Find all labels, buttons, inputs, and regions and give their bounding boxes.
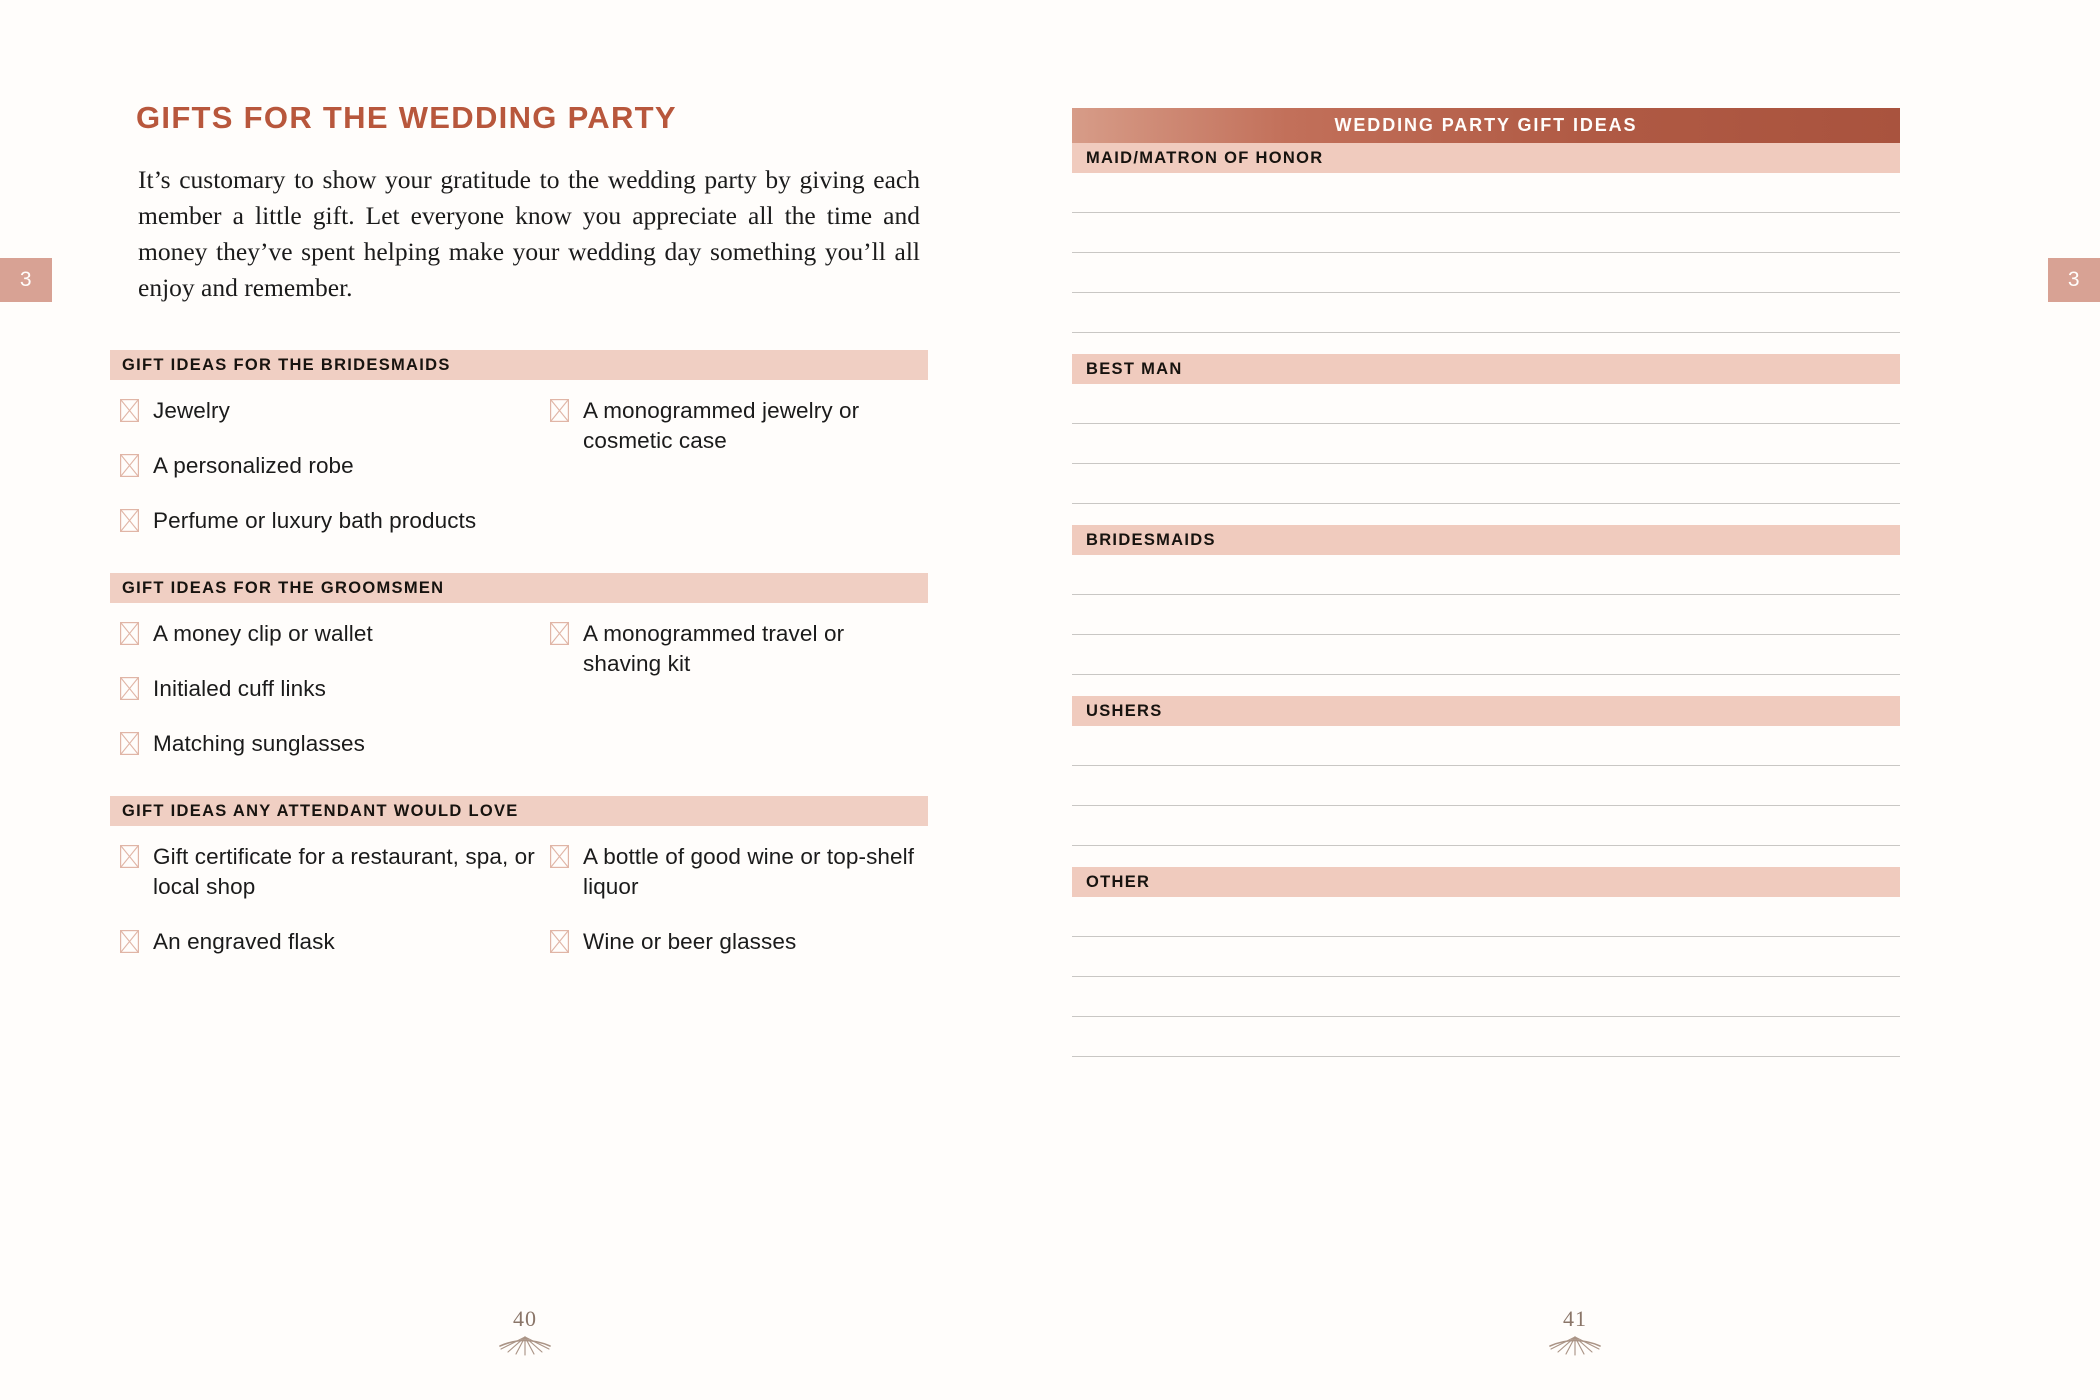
unchecked-box-icon[interactable] bbox=[120, 622, 139, 645]
worksheet-row-heading-bar bbox=[1072, 143, 1900, 173]
worksheet-row-group bbox=[1072, 354, 1900, 525]
worksheet-row-heading-bar bbox=[1072, 867, 1900, 897]
checklist-item-label: Perfume or luxury bath products bbox=[153, 508, 477, 533]
gift-idea-sections bbox=[108, 350, 938, 992]
worksheet-row-group bbox=[1072, 696, 1900, 867]
write-in-lines bbox=[1072, 173, 1900, 333]
write-in-line-space[interactable] bbox=[1072, 937, 1900, 976]
section-heading-bar bbox=[110, 796, 928, 826]
checklist-item-label: A monogrammed jewelry or cosmetic case bbox=[583, 398, 860, 453]
checklist-item-label: A money clip or wallet bbox=[153, 621, 373, 646]
write-in-line-space[interactable] bbox=[1072, 806, 1900, 845]
checklist-item-label: Gift certificate for a restaurant, spa, or local shop bbox=[153, 844, 535, 899]
checklist-item-label: An engraved flask bbox=[153, 929, 335, 954]
chapter-tab-right bbox=[2048, 258, 2100, 302]
fan-ornament-icon bbox=[494, 1334, 556, 1360]
list-item[interactable] bbox=[540, 927, 928, 957]
checklist-item-label: Initialed cuff links bbox=[153, 676, 326, 701]
right-page bbox=[1050, 0, 2100, 1400]
checklist-column bbox=[540, 842, 928, 982]
chapter-tab-left-number: 3 bbox=[19, 268, 33, 291]
checklist-item-label: A bottle of good wine or top-shelf liquor bbox=[583, 844, 915, 899]
checklist-columns bbox=[110, 826, 938, 992]
row-group-gap bbox=[1072, 846, 1900, 867]
write-in-line-space[interactable] bbox=[1072, 424, 1900, 463]
unchecked-box-icon[interactable] bbox=[120, 930, 139, 953]
list-item[interactable] bbox=[110, 451, 540, 481]
write-in-line-space[interactable] bbox=[1072, 1017, 1900, 1056]
checklist-item-label: A monogrammed travel or shaving kit bbox=[583, 621, 845, 676]
checklist-item-label: Jewelry bbox=[153, 398, 230, 423]
unchecked-box-icon[interactable] bbox=[120, 732, 139, 755]
section-heading-label: GIFT IDEAS FOR THE BRIDESMAIDS bbox=[122, 355, 451, 374]
page-number-right: 41 bbox=[1563, 1306, 1587, 1331]
list-item[interactable] bbox=[110, 506, 540, 536]
write-in-line-space[interactable] bbox=[1072, 384, 1900, 423]
left-page-content bbox=[108, 100, 938, 994]
list-item[interactable] bbox=[110, 396, 540, 426]
fan-ornament-icon bbox=[1544, 1334, 1606, 1360]
list-item[interactable] bbox=[540, 619, 928, 679]
worksheet-title-bar bbox=[1072, 108, 1900, 143]
worksheet-row-heading-bar bbox=[1072, 354, 1900, 384]
checklist-item-label: A personalized robe bbox=[153, 453, 354, 478]
unchecked-box-icon[interactable] bbox=[120, 454, 139, 477]
row-group-gap bbox=[1072, 675, 1900, 696]
section-heading-label: GIFT IDEAS ANY ATTENDANT WOULD LOVE bbox=[122, 801, 519, 820]
intro-paragraph: It’s customary to show your gratitude to the wedding party by giving each member a little gift. Let everyone know you appreciate all the time and money they’ve spent helping make your wedding day something you’ll all enjoy and remember. bbox=[138, 165, 920, 302]
write-in-line-space[interactable] bbox=[1072, 464, 1900, 503]
right-page-content bbox=[1072, 108, 1900, 1078]
worksheet-row-heading-bar bbox=[1072, 525, 1900, 555]
chapter-tab-left bbox=[0, 258, 52, 302]
checklist-column bbox=[540, 396, 928, 561]
left-footer bbox=[0, 1306, 1050, 1360]
write-in-lines bbox=[1072, 555, 1900, 675]
worksheet-row-heading-label: OTHER bbox=[1086, 872, 1151, 891]
write-in-line-space[interactable] bbox=[1072, 293, 1900, 332]
gift-section bbox=[108, 573, 938, 794]
section-heading-bar bbox=[110, 573, 928, 603]
checklist-columns bbox=[110, 380, 938, 571]
unchecked-box-icon[interactable] bbox=[120, 399, 139, 422]
write-in-line-space[interactable] bbox=[1072, 253, 1900, 292]
worksheet-row-heading-label: BEST MAN bbox=[1086, 359, 1183, 378]
write-in-line-space[interactable] bbox=[1072, 555, 1900, 594]
checklist-column bbox=[110, 619, 540, 784]
worksheet-rows bbox=[1072, 143, 1900, 1078]
write-in-lines bbox=[1072, 384, 1900, 504]
chapter-tab-right-number: 3 bbox=[2067, 268, 2081, 291]
gift-section bbox=[108, 350, 938, 571]
write-in-line-space[interactable] bbox=[1072, 595, 1900, 634]
write-in-line-space[interactable] bbox=[1072, 977, 1900, 1016]
checklist-item-label: Wine or beer glasses bbox=[583, 929, 797, 954]
worksheet-row-heading-label: USHERS bbox=[1086, 701, 1163, 720]
checklist-column bbox=[110, 396, 540, 561]
worksheet-row-heading-label: BRIDESMAIDS bbox=[1086, 530, 1216, 549]
write-in-line-space[interactable] bbox=[1072, 213, 1900, 252]
row-group-gap bbox=[1072, 1057, 1900, 1078]
page-number-left: 40 bbox=[513, 1306, 537, 1331]
write-in-lines bbox=[1072, 726, 1900, 846]
unchecked-box-icon[interactable] bbox=[550, 399, 569, 422]
right-footer bbox=[1050, 1306, 2100, 1360]
list-item[interactable] bbox=[540, 396, 928, 456]
checklist-column bbox=[110, 842, 540, 982]
write-in-line-space[interactable] bbox=[1072, 726, 1900, 765]
write-in-line-space[interactable] bbox=[1072, 766, 1900, 805]
section-heading-bar bbox=[110, 350, 928, 380]
worksheet-row-group bbox=[1072, 867, 1900, 1078]
unchecked-box-icon[interactable] bbox=[120, 677, 139, 700]
list-item[interactable] bbox=[540, 842, 928, 902]
checklist-column bbox=[540, 619, 928, 784]
worksheet-row-group bbox=[1072, 143, 1900, 354]
gift-section bbox=[108, 796, 938, 992]
page-title: GIFTS FOR THE WEDDING PARTY bbox=[136, 100, 677, 135]
section-heading-label: GIFT IDEAS FOR THE GROOMSMEN bbox=[122, 578, 445, 597]
unchecked-box-icon[interactable] bbox=[550, 930, 569, 953]
unchecked-box-icon[interactable] bbox=[550, 845, 569, 868]
worksheet-title: WEDDING PARTY GIFT IDEAS bbox=[1334, 115, 1638, 135]
list-item[interactable] bbox=[110, 674, 540, 704]
checklist-columns bbox=[110, 603, 938, 794]
write-in-line-space[interactable] bbox=[1072, 897, 1900, 936]
list-item[interactable] bbox=[110, 842, 540, 902]
list-item[interactable] bbox=[110, 729, 540, 759]
unchecked-box-icon[interactable] bbox=[120, 509, 139, 532]
list-item[interactable] bbox=[110, 927, 540, 957]
checklist-item-label: Matching sunglasses bbox=[153, 731, 366, 756]
row-group-gap bbox=[1072, 504, 1900, 525]
worksheet-row-group bbox=[1072, 525, 1900, 696]
row-group-gap bbox=[1072, 333, 1900, 354]
worksheet-row-heading-label: MAID/MATRON OF HONOR bbox=[1086, 148, 1324, 167]
write-in-line-space[interactable] bbox=[1072, 635, 1900, 674]
write-in-line-space[interactable] bbox=[1072, 173, 1900, 212]
unchecked-box-icon[interactable] bbox=[120, 845, 139, 868]
unchecked-box-icon[interactable] bbox=[550, 622, 569, 645]
worksheet-row-heading-bar bbox=[1072, 696, 1900, 726]
list-item[interactable] bbox=[110, 619, 540, 649]
write-in-lines bbox=[1072, 897, 1900, 1057]
